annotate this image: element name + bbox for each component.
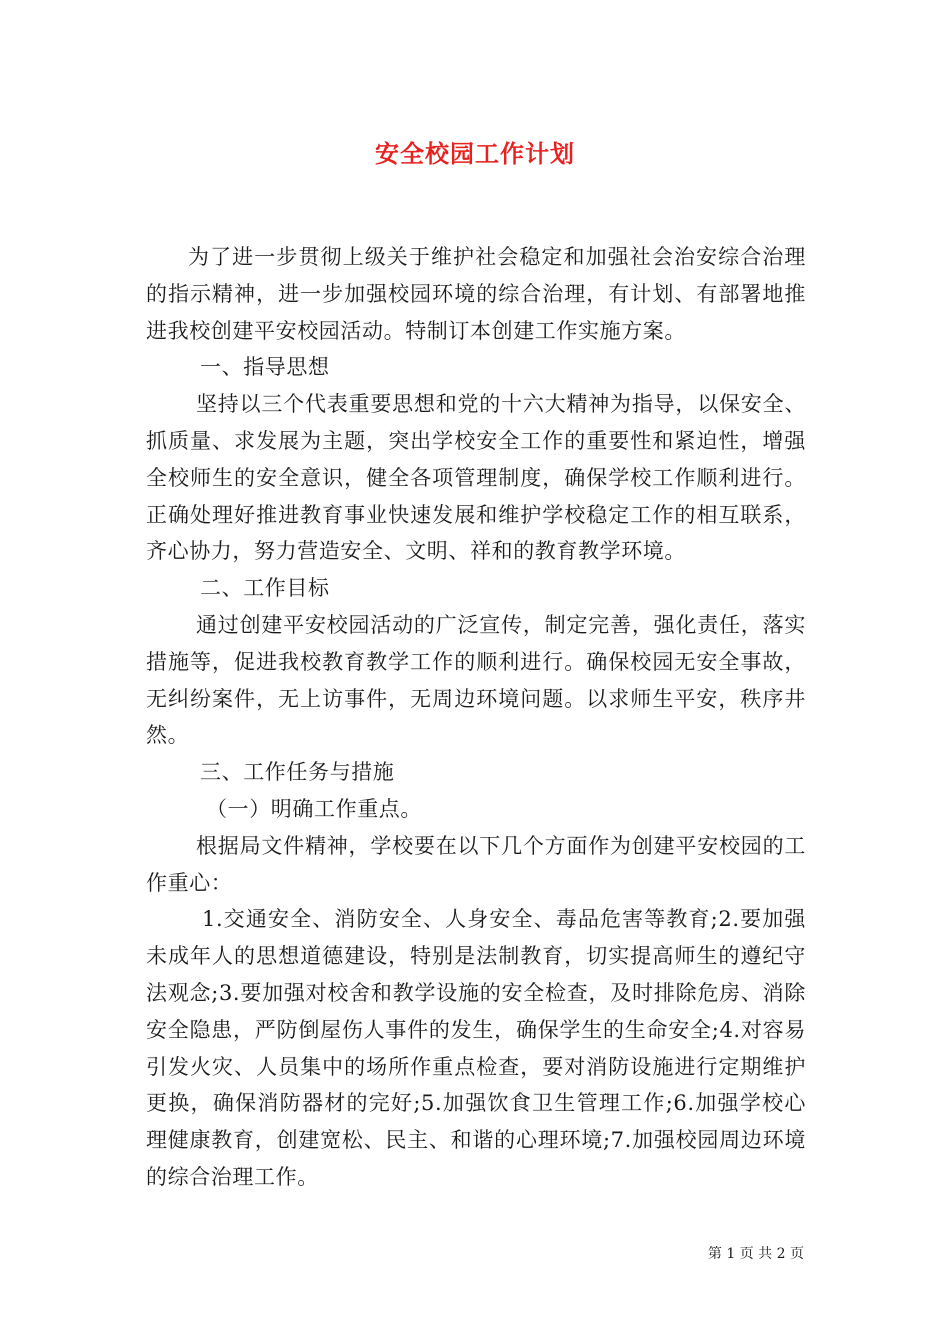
section2-paragraph: 通过创建平安校园活动的广泛宣传，制定完善，强化责任，落实措施等，促进我校教育教学工作的顺利进行。确保校园无安全事故，无纠纷案件，无上访事件，无周边环境问题。以求师生平安，秩序井然。 — [146, 612, 806, 748]
section3-heading: 三、工作任务与措施 — [200, 760, 395, 785]
section1-heading: 一、指导思想 — [200, 355, 330, 380]
section1-paragraph: 坚持以三个代表重要思想和党的十六大精神为指导，以保安全、抓质量、求发展为主题，突出学校安全工作的重要性和紧迫性，增强全校师生的安全意识，健全各项管理制度，确保学校工作顺利进行。正确处理好推进教育事业快速发展和维护学校稳定工作的相互联系，齐心协力，努力营造安全、文明、祥和的教育教学环境。 — [146, 392, 806, 564]
page-number: 第 1 页 共 2 页 — [707, 1246, 804, 1262]
section3-subheading-1: （一）明确工作重点。 — [206, 796, 422, 821]
intro-paragraph: 为了进一步贯彻上级关于维护社会稳定和加强社会治安综合治理的指示精神，进一步加强校园环境的综合治理，有计划、有部署地推进我校创建平安校园活动。特制订本创建工作实施方案。 — [146, 245, 806, 343]
section2-heading: 二、工作目标 — [200, 576, 330, 601]
section3-sub1-list-paragraph: 1.交通安全、消防安全、人身安全、毒品危害等教育;2.要加强未成年人的思想道德建设，特别是法制教育，切实提高师生的遵纪守法观念;3.要加强对校舍和教学设施的安全检查，及时排除危房、消除安全隐患，严防倒屋伤人事件的发生，确保学生的生命安全;4.对容易引发火灾、人员集中的场所作重点检查，要对消防设施进行定期维护更换，确保消防器材的完好;5.加强饮食卫生管理工作;6.加强学校心理健康教育，创建宽松、民主、和谐的心理环境;7.加强校园周边环境的综合治理工作。 — [146, 907, 806, 1189]
section3-sub1-paragraph: 根据局文件精神，学校要在以下几个方面作为创建平安校园的工作重心： — [146, 833, 806, 895]
document-body — [146, 239, 806, 1196]
document-title: 安全校园工作计划 — [375, 140, 575, 168]
